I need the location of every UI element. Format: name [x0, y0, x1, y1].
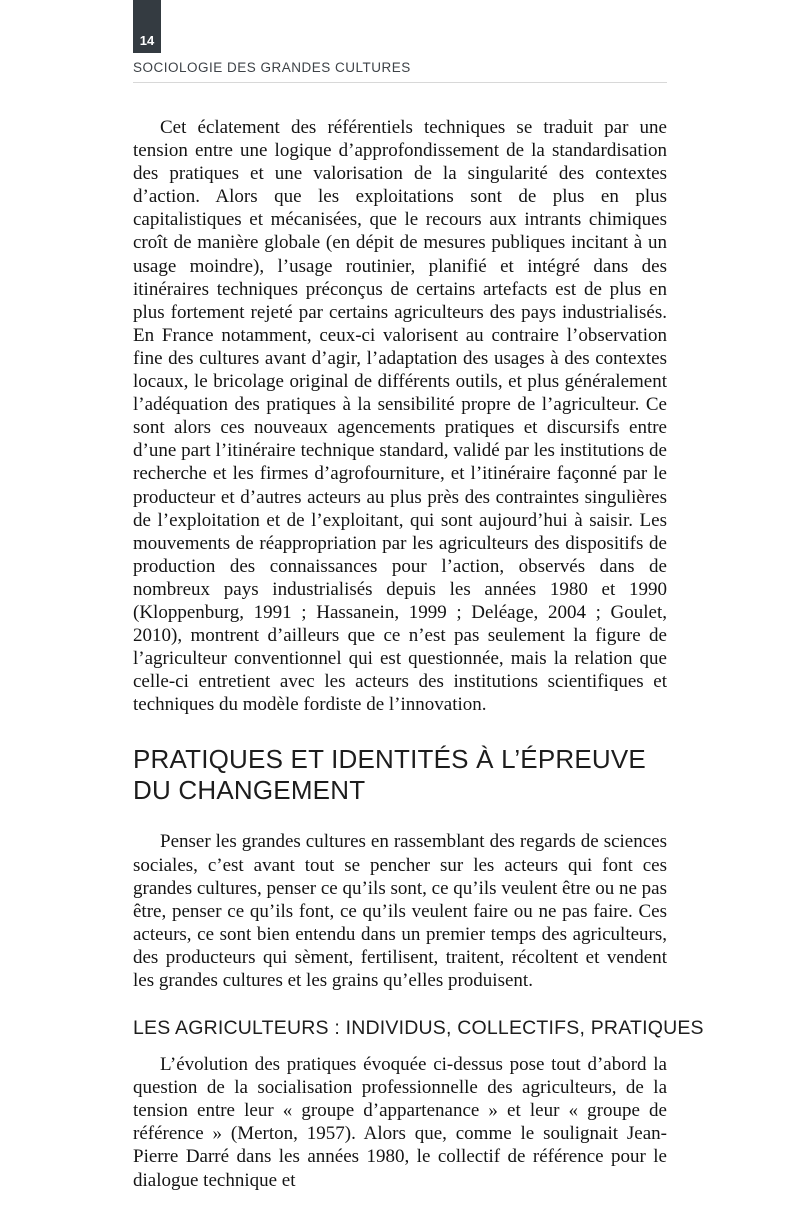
- header-rule-divider: [133, 82, 667, 83]
- page-body: [133, 116, 704, 1192]
- paragraph-referentiels-techniques: Cet éclatement des référentiels techniques se traduit par une tension entre une logique d’approfondissement de la standardisation des pratiques et une valorisation de la singularité des contextes d’action. Alors que les exploitations sont de plus en plus capitalistiques et mécanisées, que le recours aux intrants chimiques croît de manière globale (en dépit de mesures publiques incitant à un usage moindre), l’usage routinier, planifié et intégré dans des itinéraires techniques préconçus de certains artefacts est de plus en plus fortement rejeté par certains agriculteurs des pays industrialisés. En France notamment, ceux-ci valorisent au contraire l’observation fine des cultures avant d’agir, l’adaptation des usages à des contextes locaux, le bricolage original de différents outils, et plus généralement l’adéquation des pratiques à la sensibilité propre de l’agriculteur. Ce sont alors ces nouveaux agencements pratiques et discursifs entre d’une part l’itinéraire technique standard, validé par les institutions de recherche et les firmes d’agrofourniture, et l’itinéraire façonné par le producteur et d’autres acteurs au plus près des contraintes singulières de l’exploitation et de l’exploitant, qui sont aujourd’hui à saisir. Les mouvements de réappropriation par les agriculteurs des dispositifs de production des connaissances pour l’action, observés dans de nombreux pays industrialisés depuis les années 1980 et 1990 (Kloppenburg, 1991 ; Hassanein, 1999 ; Deléage, 2004 ; Goulet, 2010), montrent d’ailleurs que ce n’est pas seulement la figure de l’agriculteur conventionnel qui est questionnée, mais la relation que celle-ci entretient avec les acteurs des institutions scientifiques et techniques du modèle fordiste de l’innovation.: [133, 117, 667, 716]
- page-number-box: [133, 0, 161, 53]
- section-heading-line1: PRATIQUES ET IDENTITÉS À L’ÉPREUVE: [133, 744, 646, 775]
- subsection-heading: LES AGRICULTEURS : INDIVIDUS, COLLECTIFS, PRATIQUES: [133, 1017, 704, 1040]
- section-heading: [133, 744, 667, 806]
- paragraph-penser-les-grandes-cultures: Penser les grandes cultures en rassemblant des regards de sciences sociales, c’est avant tout se pencher sur les acteurs qui font ces grandes cultures, penser ce qu’ils sont, ce qu’ils veulent être ou ne pas être, penser ce qu’ils font, ce qu’ils veulent faire ou ne pas faire. Ces acteurs, ce sont bien entendu dans un premier temps des agriculteurs, des producteurs qui sèment, fertilisent, traitent, récoltent et vendent les grandes cultures et les grains qu’elles produisent.: [133, 831, 667, 991]
- section-heading-line2: DU CHANGEMENT: [133, 775, 366, 806]
- page-number: 14: [139, 33, 155, 48]
- paragraph-evolution-des-pratiques: L’évolution des pratiques évoquée ci-dessus pose tout d’abord la question de la socialisation professionnelle des agriculteurs, de la tension entre leur « groupe d’appartenance » et leur « groupe de référence » (Merton, 1957). Alors que, comme le soulignait Jean-Pierre Darré dans les années 1980, le collectif de référence pour le dialogue technique et: [133, 1054, 667, 1191]
- running-head: SOCIOLOGIE DES GRANDES CULTURES: [133, 60, 411, 75]
